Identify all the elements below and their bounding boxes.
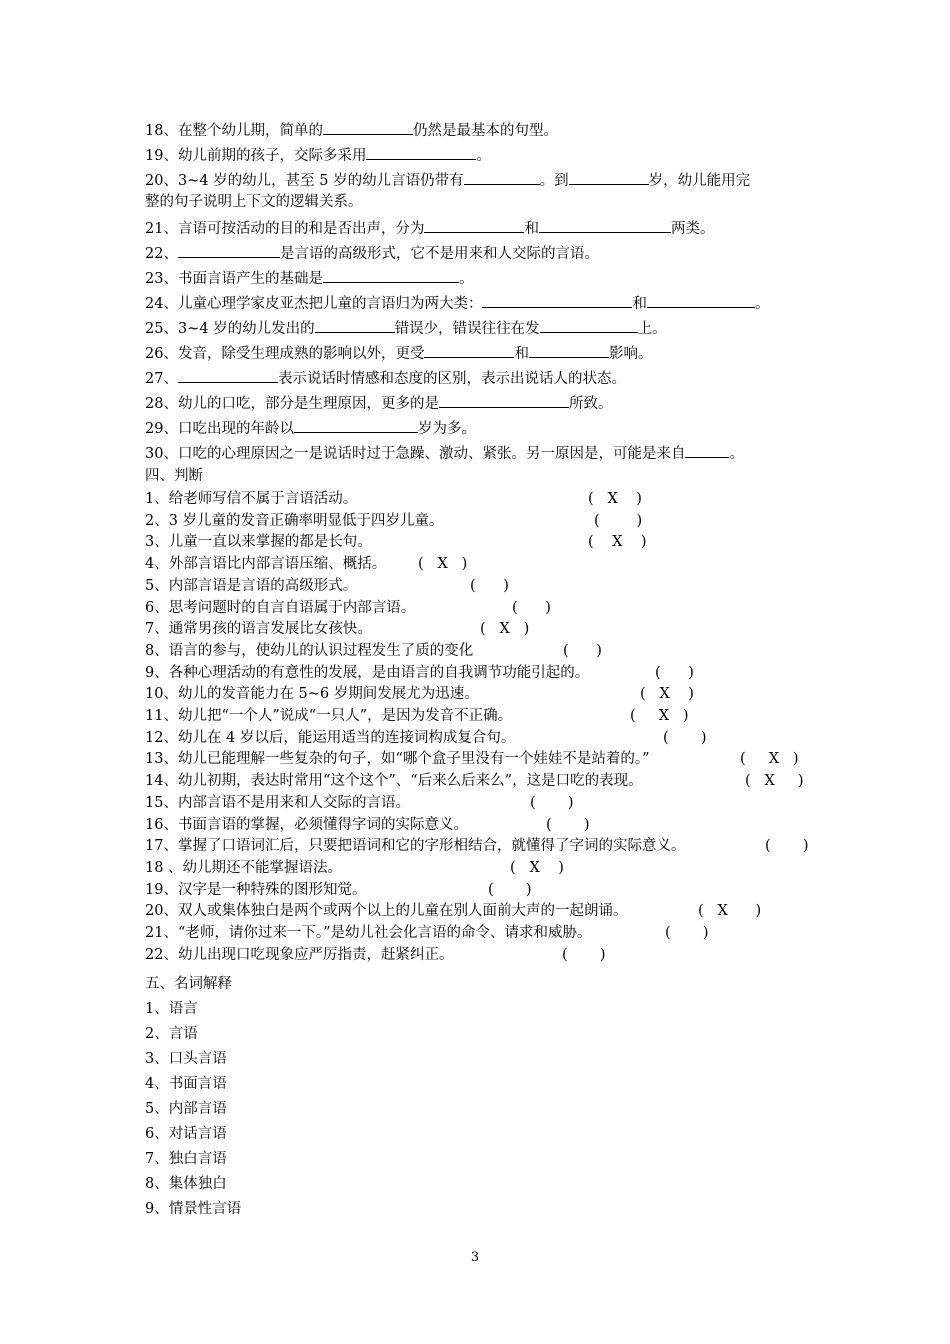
judgement-item-text: 19、汉字是一种特殊的图形知觉。 — [145, 882, 367, 898]
fill-item — [145, 243, 599, 263]
fill-item — [145, 218, 714, 238]
judgement-item-text: 17、掌握了口语词汇后，只要把语词和它的字形相结合，就懂得了字词的实际意义。 — [145, 838, 686, 854]
answer-blank — [424, 343, 514, 358]
fill-item-text: 27、 — [145, 371, 178, 387]
fill-item — [145, 120, 558, 140]
fill-item-text: 和 — [632, 296, 647, 312]
judgement-answer-mark: ( X ) — [588, 534, 647, 550]
judgement-item-text: 7、通常男孩的语言发展比女孩快。 — [145, 621, 372, 637]
judgement-answer-mark: ( ) — [663, 730, 707, 746]
term-item: 2、言语 — [145, 1026, 198, 1042]
judgement-answer-mark: ( ) — [594, 513, 643, 529]
term-item: 8、集体独白 — [145, 1176, 227, 1192]
fill-item-text: 30、口吃的心理原因之一是说话时过于急躁、激动、紧张。另一原因是，可能是来自 — [145, 446, 686, 462]
answer-blank — [439, 393, 569, 408]
fill-item — [145, 293, 769, 313]
fill-item-text: 。 — [458, 271, 474, 287]
fill-item-text: 26、发音，除受生理成熟的影响以外，更受 — [145, 346, 425, 362]
answer-blank — [315, 318, 395, 333]
fill-item — [145, 418, 476, 438]
fill-item-text: 23、书面言语产生的基础是 — [145, 271, 323, 287]
answer-blank — [424, 218, 524, 233]
fill-item-text: 仍然是最基本的句型。 — [412, 123, 558, 139]
fill-item — [145, 193, 363, 211]
answer-blank — [366, 145, 476, 160]
judgement-answer-mark: ( ) — [765, 838, 809, 854]
judgement-item-text: 1、给老师写信不属于言语活动。 — [145, 491, 358, 507]
section-title-term-explanation: 五、名词解释 — [145, 976, 232, 992]
fill-item-text: 20、3~4 岁的幼儿，甚至 5 岁的幼儿言语仍带有 — [145, 173, 464, 189]
fill-item — [145, 368, 626, 388]
fill-item-text: 25、3~4 岁的幼儿发出的 — [145, 321, 315, 337]
judgement-item-text: 10、幼儿的发音能力在 5~6 岁期间发展尤为迅速。 — [145, 686, 479, 702]
answer-blank — [178, 368, 278, 383]
judgement-answer-mark: ( ) — [563, 643, 602, 659]
judgement-answer-mark: ( X ) — [480, 621, 530, 637]
judgement-item-text: 18 、幼儿期还不能掌握语法。 — [145, 860, 343, 876]
fill-item-text: 错误少，错误往往在发 — [394, 321, 540, 337]
judgement-answer-mark: ( ) — [562, 947, 606, 963]
fill-item-text: 影响。 — [608, 346, 653, 362]
fill-item-text: 24、儿童心理学家皮亚杰把儿童的言语归为两大类： — [145, 296, 483, 312]
fill-item-text: 。 — [729, 446, 744, 462]
term-item: 3、口头言语 — [145, 1051, 227, 1067]
fill-item-text: 上。 — [637, 321, 667, 337]
answer-blank — [323, 120, 413, 135]
fill-item-text: 所致。 — [568, 396, 613, 412]
fill-item-text: 整的句子说明上下文的逻辑关系。 — [145, 194, 363, 210]
judgement-item-text: 3、儿童一直以来掌握的都是长句。 — [145, 534, 372, 550]
judgement-item-text: 9、各种心理活动的有意性的发展，是由语言的自我调节功能引起的。 — [145, 665, 590, 681]
fill-item — [145, 145, 491, 165]
term-item: 7、独白言语 — [145, 1151, 227, 1167]
term-item: 1、语言 — [145, 1001, 198, 1017]
judgement-item-text: 11、幼儿把“一个人”说成“一只人”，是因为发音不正确。 — [145, 708, 513, 724]
fill-item-text: 22、 — [145, 246, 178, 262]
judgement-answer-mark: ( X ) — [640, 686, 694, 702]
answer-blank — [294, 418, 418, 433]
fill-item-text: 岁，幼儿能用完 — [648, 173, 751, 189]
fill-item-text: 。到 — [539, 173, 569, 189]
judgement-item-text: 13、幼儿已能理解一些复杂的句子，如“哪个盒子里没有一个娃娃不是站着的。” — [145, 751, 650, 767]
fill-item-text: 岁为多。 — [417, 421, 476, 437]
judgement-item-text: 22、幼儿出现口吃现象应严厉指责，赶紧纠正。 — [145, 947, 454, 963]
fill-item-text: 是言语的高级形式，它不是用来和人交际的言语。 — [279, 246, 599, 262]
term-item: 9、情景性言语 — [145, 1201, 242, 1217]
judgement-item-text: 6、思考问题时的自言自语属于内部言语。 — [145, 600, 416, 616]
fill-item-text: 。 — [476, 148, 491, 164]
judgement-answer-mark: ( ) — [530, 795, 574, 811]
fill-item-text: 两类。 — [670, 221, 715, 237]
fill-item-text: 。 — [754, 296, 770, 312]
fill-item-text: 和 — [524, 221, 539, 237]
judgement-item-text: 16、书面言语的掌握，必须懂得字词的实际意义。 — [145, 817, 468, 833]
answer-blank — [529, 343, 609, 358]
fill-item — [145, 318, 667, 338]
judgement-answer-mark: ( ) — [655, 665, 694, 681]
answer-blank — [464, 170, 540, 185]
judgement-answer-mark: ( X ) — [740, 751, 799, 767]
answer-blank — [540, 318, 638, 333]
term-item: 4、书面言语 — [145, 1076, 227, 1092]
term-item: 6、对话言语 — [145, 1126, 227, 1142]
judgement-item-text: 15、内部言语不是用来和人交际的言语。 — [145, 795, 410, 811]
judgement-item-text: 12、幼儿在 4 岁以后，能运用适当的连接词构成复合句。 — [145, 730, 516, 746]
fill-item — [145, 268, 473, 288]
judgement-answer-mark: ( X ) — [588, 491, 642, 507]
fill-item — [145, 443, 744, 463]
judgement-answer-mark: ( ) — [470, 578, 509, 594]
judgement-answer-mark: ( X ) — [630, 708, 689, 724]
fill-item-text: 28、幼儿的口吃，部分是生理原因，更多的是 — [145, 396, 439, 412]
judgement-answer-mark: ( X ) — [745, 773, 804, 789]
judgement-answer-mark: ( ) — [512, 600, 551, 616]
judgement-item-text: 5、内部言语是言语的高级形式。 — [145, 578, 358, 594]
judgement-item-text: 14、幼儿初期，表达时常用“这个这个”、“后来么后来么”，这是口吃的表现。 — [145, 773, 643, 789]
fill-item-text: 29、口吃出现的年龄以 — [145, 421, 294, 437]
judgement-item-text: 2、3 岁儿童的发音正确率明显低于四岁儿童。 — [145, 513, 444, 529]
answer-blank — [178, 243, 280, 258]
answer-blank — [569, 170, 649, 185]
answer-blank — [323, 268, 459, 283]
fill-item — [145, 343, 652, 363]
judgement-answer-mark: ( ) — [488, 882, 532, 898]
judgement-answer-mark: ( ) — [665, 925, 709, 941]
judgement-answer-mark: ( ) — [546, 817, 590, 833]
term-item: 5、内部言语 — [145, 1101, 227, 1117]
answer-blank — [685, 443, 729, 458]
judgement-answer-mark: ( X ) — [698, 903, 762, 919]
fill-item-text: 表示说话时情感和态度的区别，表示出说话人的状态。 — [277, 371, 626, 387]
judgement-item-text: 8、语言的参与，使幼儿的认识过程发生了质的变化 — [145, 643, 474, 659]
judgement-item-text: 4、外部言语比内部言语压缩、概括。 — [145, 556, 387, 572]
answer-blank — [647, 293, 755, 308]
judgement-answer-mark: ( X ) — [510, 860, 564, 876]
judgement-answer-mark: ( X ) — [418, 556, 468, 572]
fill-item — [145, 393, 612, 413]
fill-item-text: 和 — [514, 346, 529, 362]
fill-item-text: 19、幼儿前期的孩子，交际多采用 — [145, 148, 367, 164]
fill-item-text: 18、在整个幼儿期，简单的 — [145, 123, 323, 139]
judgement-item-text: 20、双人或集体独白是两个或两个以上的儿童在别人面前大声的一起朗诵。 — [145, 903, 628, 919]
fill-item-text: 21、言语可按活动的目的和是否出声，分为 — [145, 221, 425, 237]
answer-blank — [482, 293, 632, 308]
page-number: 3 — [470, 1250, 480, 1265]
fill-item — [145, 170, 750, 190]
judgement-item-text: 21、“老师，请你过来一下。”是幼儿社会化言语的命令、请求和威胁。 — [145, 925, 592, 941]
answer-blank — [539, 218, 671, 233]
section-title-judgement: 四、判断 — [145, 468, 203, 484]
